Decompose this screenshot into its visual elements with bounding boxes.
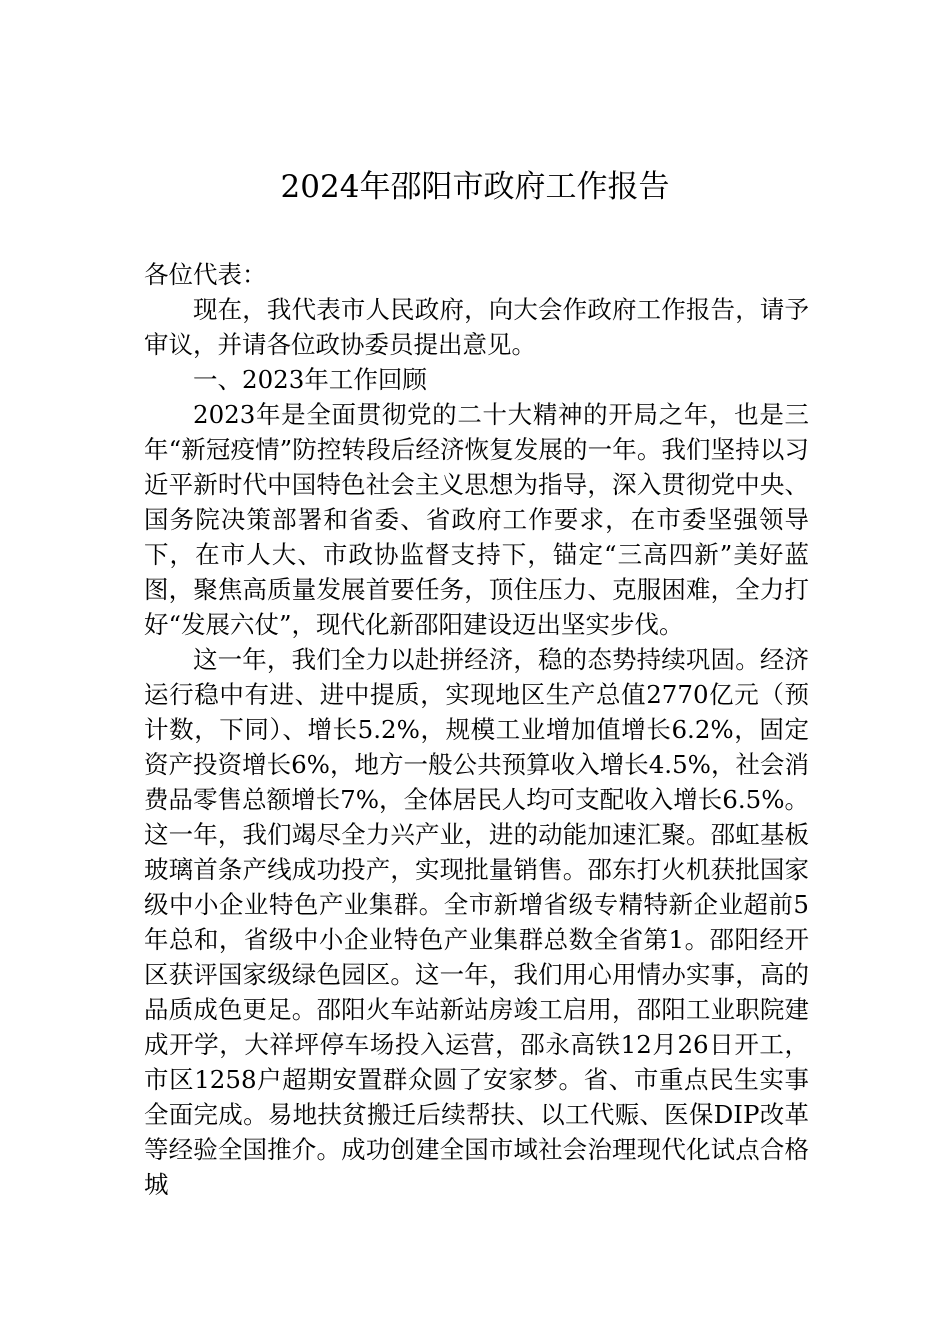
paragraph-intro: 现在，我代表市人民政府，向大会作政府工作报告，请予审议，并请各位政协委员提出意见。 (144, 295, 809, 359)
paragraph-2023-overview: 2023年是全面贯彻党的二十大精神的开局之年，也是三年“新冠疫情”防控转段后经济恢复发展的一年。我们坚持以习近平新时代中国特色社会主义思想为指导，深入贯彻党中央、国务院决策部署和省委、省政府工作要求，在市委坚强领导下，在市人大、市政协监督支持下，锚定“三高四新”美好蓝图，聚焦高质量发展首要任务，顶住压力、克服困难，全力打好“发展六仗”，现代化新邵阳建设迈出坚实步伐。 (144, 400, 809, 639)
document-body (144, 257, 809, 1202)
section-heading: 一、2023年工作回顾 (193, 365, 427, 394)
paragraph-achievements: 这一年，我们全力以赴拼经济，稳的态势持续巩固。经济运行稳中有进、进中提质，实现地区生产总值2770亿元（预计数，下同）、增长5.2%，规模工业增加值增长6.2%，固定资产投资增长6%，地方一般公共预算收入增长4.5%，社会消费品零售总额增长7%，全体居民人均可支配收入增长6.5%。这一年，我们竭尽全力兴产业，进的动能加速汇聚。邵虹基板玻璃首条产线成功投产，实现批量销售。邵东打火机获批国家级中小企业特色产业集群。全市新增省级专精特新企业超前5年总和，省级中小企业特色产业集群总数全省第1。邵阳经开区获评国家级绿色园区。这一年，我们用心用情办实事，高的品质成色更足。邵阳火车站新站房竣工启用，邵阳工业职院建成开学，大祥坪停车场投入运营，邵永高铁12月26日开工，市区1258户超期安置群众圆了安家梦。省、市重点民生实事全面完成。易地扶贫搬迁后续帮扶、以工代赈、医保DIP改革等经验全国推介。成功创建全国市域社会治理现代化试点合格城 (144, 645, 809, 1199)
salutation: 各位代表： (144, 260, 267, 289)
document-title: 2024年邵阳市政府工作报告 (280, 169, 670, 205)
